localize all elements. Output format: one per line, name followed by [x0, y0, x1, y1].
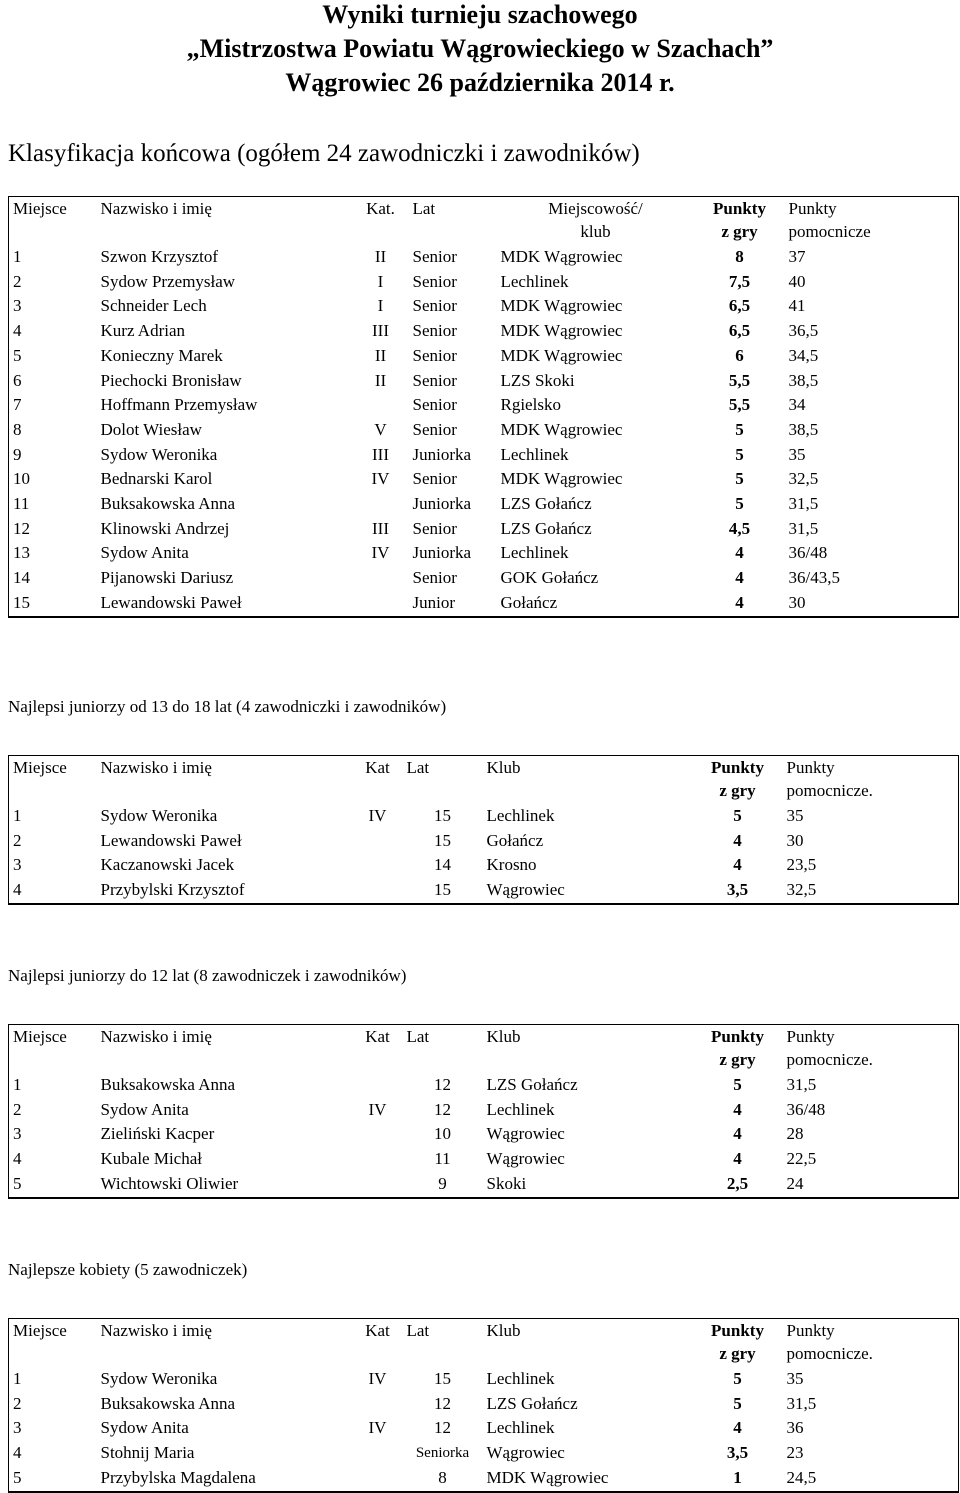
header-punkty-line2: z gry: [719, 1050, 756, 1069]
cell-punkty: 5: [735, 469, 744, 489]
cell-nazwisko: Sydow Anita: [100, 1418, 189, 1438]
cell-lat: Senior: [412, 370, 457, 390]
cell-lat: Seniorka: [415, 1445, 470, 1462]
cell-lat: 12: [434, 1075, 451, 1094]
cell-miejsce: 1: [13, 806, 22, 825]
cell-nazwisko: Dolot Wiesław: [100, 419, 202, 439]
cell-klub: LZS Gołańcz: [500, 518, 592, 538]
cell-punkty: 5: [733, 1369, 742, 1388]
cell-punkty: 5: [733, 806, 742, 825]
cell-klub: GOK Gołańcz: [500, 568, 599, 588]
header-kat: Kat: [365, 1321, 390, 1340]
cell-lat: Senior: [412, 247, 457, 266]
cell-klub: MDK Wągrowiec: [500, 469, 623, 489]
table-row: [9, 1147, 959, 1172]
header-punkty-line2: z gry: [719, 781, 756, 800]
cell-miejsce: 1: [13, 247, 22, 266]
cell-punkty: 5,5: [728, 370, 751, 390]
header-pomocnicze-line1: Punkty: [788, 199, 837, 218]
cell-kat: [353, 591, 409, 617]
table-header-row: [9, 756, 959, 805]
table-row: [9, 443, 959, 468]
cell-pomocnicze: 28: [786, 1124, 804, 1144]
cell-klub: Wągrowiec: [486, 1124, 565, 1144]
cell-punkty: 5: [735, 419, 744, 439]
cell-klub: Lechlinek: [500, 543, 569, 563]
cell-kat: [353, 393, 409, 418]
table-row: [9, 853, 959, 878]
cell-miejsce: 10: [13, 469, 30, 489]
table-row: [9, 393, 959, 418]
cell-pomocnicze: 37: [788, 247, 806, 266]
cell-miejsce: 15: [9, 591, 97, 617]
cell-punkty: 4: [695, 591, 785, 617]
cell-punkty: 4,5: [728, 518, 751, 538]
cell-lat: 15: [403, 878, 483, 904]
table-row: [9, 517, 959, 542]
document-title-line1: Wyniki turnieju szachowego: [322, 0, 638, 29]
cell-punkty: 7,5: [728, 271, 751, 291]
header-miejsce: Miejsce: [13, 758, 67, 777]
cell-pomocnicze: 36/48: [786, 1099, 826, 1119]
table-header-row: [9, 1319, 959, 1368]
main-classification-heading: Klasyfikacja końcowa (ogółem 24 zawodniczki i zawodników): [8, 140, 640, 167]
cell-pomocnicze: 30: [785, 591, 959, 617]
cell-kat: V: [374, 419, 387, 439]
table-row: [9, 344, 959, 369]
header-pomocnicze: [783, 1319, 959, 1368]
cell-kat: [353, 1122, 403, 1147]
main-results-table: [8, 196, 959, 618]
table-row: [9, 319, 959, 344]
cell-miejsce: 4: [13, 321, 22, 341]
cell-nazwisko: Sydow Anita: [100, 543, 189, 563]
cell-miejsce: 9: [13, 444, 22, 464]
cell-punkty: 8: [735, 247, 744, 266]
cell-punkty: 6: [735, 345, 744, 365]
header-klub-line1: Miejscowość/: [548, 199, 643, 218]
cell-pomocnicze: 36,5: [788, 321, 819, 341]
cell-kat: [353, 566, 409, 591]
cell-nazwisko: Zieliński Kacper: [100, 1124, 215, 1144]
cell-miejsce: 1: [13, 1369, 22, 1388]
cell-punkty: 4: [733, 855, 742, 875]
cell-miejsce: 6: [13, 370, 22, 390]
header-pomocnicze: [783, 756, 959, 805]
header-klub: Klub: [486, 1321, 521, 1340]
cell-punkty: 5: [735, 494, 744, 514]
header-miejsce: Miejsce: [13, 1321, 67, 1340]
header-klub: Klub: [486, 758, 521, 777]
cell-nazwisko: Buksakowska Anna: [100, 1075, 236, 1094]
table-row: [9, 804, 959, 829]
cell-lat: Senior: [412, 568, 457, 588]
cell-klub: Gołańcz: [497, 591, 695, 617]
cell-klub: MDK Wągrowiec: [483, 1466, 693, 1492]
cell-punkty: 4: [733, 1099, 742, 1119]
cell-pomocnicze: 35: [786, 1369, 804, 1388]
table-row: [9, 1098, 959, 1123]
cell-nazwisko: Konieczny Marek: [100, 345, 223, 365]
cell-pomocnicze: 32,5: [788, 469, 819, 489]
cell-pomocnicze: 24: [783, 1172, 959, 1198]
header-kat: Kat.: [366, 199, 395, 218]
cell-klub: Skoki: [483, 1172, 693, 1198]
cell-pomocnicze: 22,5: [786, 1149, 817, 1169]
cell-punkty: 4: [733, 830, 742, 850]
header-pomocnicze-line1: Punkty: [786, 1321, 835, 1340]
header-lat: Lat: [406, 758, 430, 777]
header-kat: Kat: [365, 758, 390, 777]
cell-miejsce: 13: [13, 543, 30, 563]
cell-kat: [353, 1172, 403, 1198]
juniors-12-heading: Najlepsi juniorzy do 12 lat (8 zawodniczek i zawodników): [8, 966, 407, 985]
cell-pomocnicze: 40: [788, 271, 806, 291]
cell-lat: Senior: [412, 395, 457, 415]
table-row: [9, 1441, 959, 1466]
cell-kat: II: [374, 345, 387, 365]
cell-kat: [353, 878, 403, 904]
cell-punkty: 4: [735, 543, 744, 563]
cell-nazwisko: Piechocki Bronisław: [100, 370, 242, 390]
cell-pomocnicze: 36/43,5: [788, 568, 840, 588]
cell-klub: Lechlinek: [486, 1099, 555, 1119]
header-lat: Lat: [406, 1321, 430, 1340]
cell-kat: II: [374, 247, 387, 266]
cell-nazwisko: Buksakowska Anna: [100, 494, 236, 514]
cell-lat: Senior: [412, 296, 457, 316]
juniors-13-18-table: [8, 755, 959, 905]
cell-punkty: 5: [733, 1075, 742, 1094]
cell-klub: Krosno: [486, 855, 537, 875]
header-nazwisko: Nazwisko i imię: [100, 1321, 212, 1340]
table-row: [9, 1122, 959, 1147]
cell-pomocnicze: 30: [786, 830, 804, 850]
cell-pomocnicze: 35: [788, 444, 806, 464]
cell-kat: IV: [368, 1369, 387, 1388]
header-punkty: [693, 756, 783, 805]
cell-lat: 12: [434, 1099, 451, 1119]
cell-nazwisko: Sydow Anita: [100, 1099, 189, 1119]
table-row: [9, 878, 959, 904]
cell-kat: III: [372, 444, 389, 464]
cell-kat: [353, 1441, 403, 1466]
cell-kat: IV: [371, 543, 390, 563]
table-row: [9, 467, 959, 492]
women-table: [8, 1318, 959, 1493]
cell-punkty: 1: [693, 1466, 783, 1492]
cell-lat: 10: [434, 1124, 451, 1144]
cell-pomocnicze: 32,5: [783, 878, 959, 904]
cell-lat: 8: [403, 1466, 483, 1492]
cell-pomocnicze: 24,5: [783, 1466, 959, 1492]
cell-miejsce: 3: [13, 855, 22, 875]
cell-klub: Lechlinek: [500, 444, 569, 464]
cell-kat: [353, 492, 409, 517]
cell-miejsce: 5: [9, 1172, 97, 1198]
cell-pomocnicze: 31,5: [788, 494, 819, 514]
header-nazwisko: Nazwisko i imię: [100, 758, 212, 777]
cell-lat: Senior: [412, 518, 457, 538]
cell-klub: Wągrowiec: [486, 1443, 565, 1463]
cell-lat: Senior: [412, 469, 457, 489]
cell-miejsce: 4: [13, 1149, 22, 1169]
header-punkty-line2: z gry: [719, 1344, 756, 1363]
cell-kat: [353, 829, 403, 854]
cell-punkty: 6,5: [728, 296, 751, 316]
cell-pomocnicze: 31,5: [786, 1075, 817, 1094]
header-pomocnicze: [785, 197, 959, 246]
cell-miejsce: 4: [13, 1443, 22, 1463]
cell-kat: I: [377, 296, 384, 316]
cell-pomocnicze: 38,5: [788, 370, 819, 390]
table-row: [9, 294, 959, 319]
cell-klub: LZS Skoki: [500, 370, 575, 390]
table-row: [9, 1466, 959, 1492]
cell-nazwisko: Buksakowska Anna: [100, 1393, 236, 1413]
cell-lat: Senior: [412, 345, 457, 365]
cell-miejsce: 7: [13, 395, 22, 415]
cell-klub: MDK Wągrowiec: [500, 247, 623, 266]
table-row: [9, 1392, 959, 1417]
cell-miejsce: 3: [13, 296, 22, 316]
cell-nazwisko: Bednarski Karol: [100, 469, 213, 489]
header-klub: [497, 197, 695, 246]
cell-kat: I: [377, 271, 384, 291]
table-row: [9, 829, 959, 854]
cell-pomocnicze: 35: [786, 806, 804, 825]
cell-kat: [353, 1073, 403, 1098]
header-pomocnicze-line1: Punkty: [786, 1027, 835, 1046]
cell-nazwisko: Stohnij Maria: [100, 1443, 195, 1463]
header-lat: Lat: [412, 199, 436, 218]
cell-kat: IV: [368, 806, 387, 825]
cell-pomocnicze: 31,5: [786, 1393, 817, 1413]
table-header-row: [9, 1025, 959, 1074]
juniors-13-18-heading: Najlepsi juniorzy od 13 do 18 lat (4 zawodniczki i zawodników): [8, 697, 447, 716]
table-row: [9, 1416, 959, 1441]
table-row: [9, 566, 959, 591]
cell-miejsce: 8: [13, 419, 22, 439]
cell-kat: IV: [368, 1099, 387, 1119]
header-miejsce: Miejsce: [13, 1027, 67, 1046]
header-pomocnicze-line1: Punkty: [786, 758, 835, 777]
header-punkty-line1: Punkty: [713, 199, 766, 218]
header-klub: Klub: [486, 1027, 521, 1046]
cell-kat: [353, 1147, 403, 1172]
cell-nazwisko: Sydow Weronika: [100, 444, 218, 464]
header-pomocnicze-line2: pomocnicze.: [786, 1050, 873, 1069]
table-row: [9, 541, 959, 566]
cell-nazwisko: Schneider Lech: [100, 296, 207, 316]
document-title-line2: „Mistrzostwa Powiatu Wągrowieckiego w Szachach”: [186, 34, 774, 63]
cell-miejsce: 14: [13, 568, 30, 588]
header-punkty-line2: z gry: [721, 222, 758, 241]
cell-nazwisko: Wichtowski Oliwier: [97, 1172, 353, 1198]
cell-punkty: 3,5: [693, 878, 783, 904]
cell-miejsce: 5: [13, 345, 22, 365]
cell-nazwisko: Przybylska Magdalena: [97, 1466, 353, 1492]
cell-pomocnicze: 34,5: [788, 345, 819, 365]
cell-punkty: 4: [735, 568, 744, 588]
cell-lat: 11: [434, 1149, 451, 1169]
cell-klub: Lechlinek: [486, 1369, 555, 1388]
cell-miejsce: 4: [9, 878, 97, 904]
header-punkty-line1: Punkty: [711, 758, 764, 777]
cell-nazwisko: Sydow Weronika: [100, 806, 218, 825]
cell-pomocnicze: 23: [786, 1443, 804, 1463]
cell-pomocnicze: 36: [786, 1418, 804, 1438]
cell-kat: [353, 1466, 403, 1492]
header-pomocnicze-line2: pomocnicze: [788, 222, 871, 241]
header-klub-line2: klub: [580, 222, 611, 241]
header-nazwisko: Nazwisko i imię: [100, 1027, 212, 1046]
cell-miejsce: 2: [13, 1099, 22, 1119]
cell-lat: 9: [403, 1172, 483, 1198]
cell-punkty: 4: [733, 1124, 742, 1144]
cell-klub: Gołańcz: [486, 830, 544, 850]
juniors-12-table: [8, 1024, 959, 1199]
cell-klub: LZS Gołańcz: [486, 1393, 578, 1413]
cell-miejsce: 2: [13, 830, 22, 850]
cell-lat: 15: [434, 830, 451, 850]
document-title-line3: Wągrowiec 26 października 2014 r.: [285, 68, 675, 97]
header-punkty: [693, 1319, 783, 1368]
header-punkty: [695, 197, 785, 246]
cell-lat: 15: [434, 806, 451, 825]
cell-klub: Rgielsko: [500, 395, 561, 415]
cell-klub: Wągrowiec: [483, 878, 693, 904]
cell-nazwisko: Lewandowski Paweł: [97, 591, 353, 617]
cell-punkty: 3,5: [726, 1443, 749, 1463]
cell-punkty: 4: [733, 1149, 742, 1169]
cell-kat: III: [372, 518, 389, 538]
cell-pomocnicze: 41: [788, 296, 806, 316]
header-miejsce: Miejsce: [13, 199, 67, 218]
header-kat: Kat: [365, 1027, 390, 1046]
table-row: [9, 1172, 959, 1198]
cell-nazwisko: Pijanowski Dariusz: [100, 568, 234, 588]
cell-klub: Wągrowiec: [486, 1149, 565, 1169]
cell-punkty: 4: [733, 1418, 742, 1438]
cell-nazwisko: Kubale Michał: [100, 1149, 202, 1169]
cell-pomocnicze: 31,5: [788, 518, 819, 538]
cell-klub: Lechlinek: [486, 1418, 555, 1438]
header-pomocnicze-line2: pomocnicze.: [786, 1344, 873, 1363]
cell-pomocnicze: 36/48: [788, 543, 828, 563]
table-row: [9, 418, 959, 443]
cell-kat: II: [374, 370, 387, 390]
header-punkty: [693, 1025, 783, 1074]
cell-klub: MDK Wągrowiec: [500, 419, 623, 439]
table-row: [9, 1367, 959, 1392]
header-lat: Lat: [406, 1027, 430, 1046]
table-row: [9, 492, 959, 517]
cell-kat: [353, 853, 403, 878]
cell-lat: Senior: [412, 321, 457, 341]
cell-nazwisko: Hoffmann Przemysław: [100, 395, 258, 415]
cell-nazwisko: Lewandowski Paweł: [100, 830, 242, 850]
cell-pomocnicze: 34: [788, 395, 806, 415]
cell-lat: Senior: [412, 271, 457, 291]
women-heading: Najlepsze kobiety (5 zawodniczek): [8, 1260, 248, 1279]
cell-lat: 12: [434, 1418, 451, 1438]
cell-kat: IV: [371, 469, 390, 489]
cell-klub: Lechlinek: [500, 271, 569, 291]
cell-miejsce: 12: [13, 518, 30, 538]
header-punkty-line1: Punkty: [711, 1321, 764, 1340]
cell-klub: MDK Wągrowiec: [500, 321, 623, 341]
cell-punkty: 2,5: [693, 1172, 783, 1198]
table-row: [9, 369, 959, 394]
cell-nazwisko: Kurz Adrian: [100, 321, 186, 341]
header-pomocnicze-line2: pomocnicze.: [786, 781, 873, 800]
cell-miejsce: 11: [13, 494, 30, 514]
cell-lat: Junior: [409, 591, 497, 617]
cell-miejsce: 5: [9, 1466, 97, 1492]
table-row: [9, 245, 959, 270]
cell-klub: LZS Gołańcz: [486, 1075, 578, 1094]
cell-klub: MDK Wągrowiec: [500, 296, 623, 316]
cell-pomocnicze: 38,5: [788, 419, 819, 439]
cell-miejsce: 3: [13, 1418, 22, 1438]
table-row: [9, 270, 959, 295]
cell-pomocnicze: 23,5: [786, 855, 817, 875]
cell-nazwisko: Przybylski Krzysztof: [97, 878, 353, 904]
cell-lat: Senior: [412, 419, 457, 439]
cell-lat: Juniorka: [412, 543, 472, 563]
cell-kat: IV: [368, 1418, 387, 1438]
header-punkty-line1: Punkty: [711, 1027, 764, 1046]
cell-klub: Lechlinek: [486, 806, 555, 825]
cell-nazwisko: Sydow Weronika: [100, 1369, 218, 1388]
cell-kat: III: [372, 321, 389, 341]
cell-nazwisko: Sydow Przemysław: [100, 271, 236, 291]
header-nazwisko: Nazwisko i imię: [100, 199, 212, 218]
cell-lat: 12: [434, 1393, 451, 1413]
table-row: [9, 591, 959, 617]
cell-miejsce: 3: [13, 1124, 22, 1144]
cell-lat: 15: [434, 1369, 451, 1388]
cell-klub: MDK Wągrowiec: [500, 345, 623, 365]
cell-miejsce: 2: [13, 1393, 22, 1413]
table-header-row: [9, 197, 959, 246]
cell-nazwisko: Kaczanowski Jacek: [100, 855, 235, 875]
cell-punkty: 5: [733, 1393, 742, 1413]
cell-punkty: 5: [735, 444, 744, 464]
cell-punkty: 5,5: [728, 395, 751, 415]
cell-punkty: 6,5: [728, 321, 751, 341]
cell-lat: 14: [434, 855, 451, 875]
cell-nazwisko: Klinowski Andrzej: [100, 518, 230, 538]
cell-lat: Juniorka: [412, 444, 472, 464]
cell-nazwisko: Szwon Krzysztof: [100, 247, 219, 266]
cell-miejsce: 1: [13, 1075, 22, 1094]
cell-miejsce: 2: [13, 271, 22, 291]
cell-kat: [353, 1392, 403, 1417]
table-row: [9, 1073, 959, 1098]
cell-klub: LZS Gołańcz: [500, 494, 592, 514]
header-pomocnicze: [783, 1025, 959, 1074]
cell-lat: Juniorka: [412, 494, 472, 514]
